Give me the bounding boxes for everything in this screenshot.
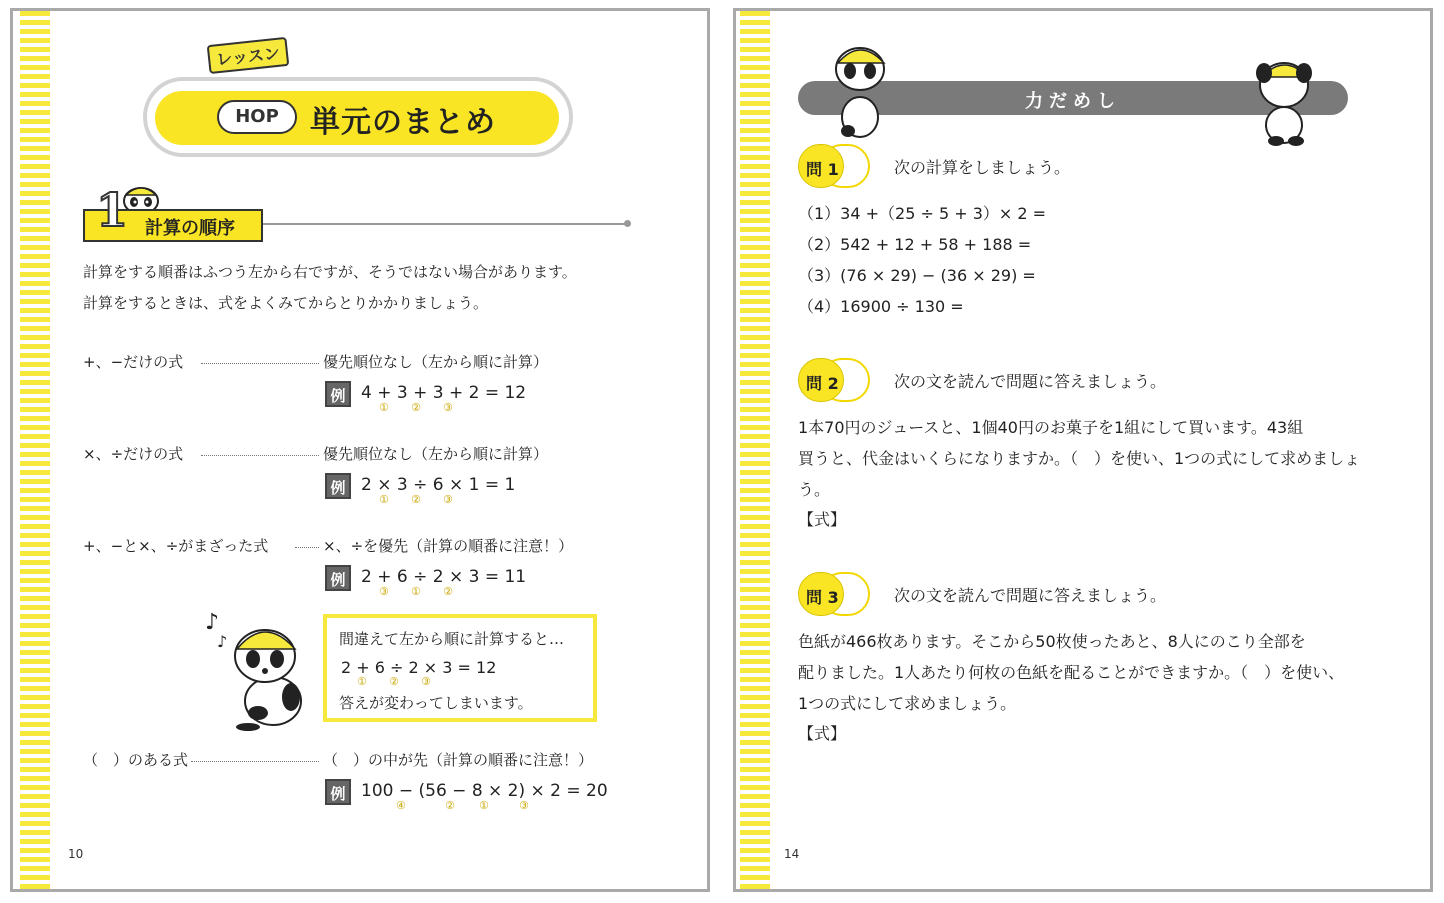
rule-1-rule: 優先順位なし（左から順に計算） xyxy=(323,353,549,371)
question-3-label: 問 3 xyxy=(806,588,839,607)
yellow-stripe-border xyxy=(20,11,50,889)
question-2-line-3: う。 xyxy=(798,480,831,499)
left-page xyxy=(10,8,710,892)
unit-banner xyxy=(155,91,559,145)
question-2-formula-label: 【式】 xyxy=(798,510,847,529)
question-3-badge xyxy=(798,572,870,616)
question-2-label: 問 2 xyxy=(806,374,839,393)
practice-header-title: 力だめし xyxy=(1025,91,1121,112)
rule-2-example: 2 × 3 ÷ 6 × 1 = 1 xyxy=(361,475,516,495)
rule-4-example-badge: 例 xyxy=(325,779,351,805)
rule-4-mark-2: ② xyxy=(445,799,455,812)
page-number: 10 xyxy=(68,847,84,861)
intro-line-1: 計算をする順番はふつう左から右ですが、そうではない場合があります。 xyxy=(83,263,577,281)
yellow-stripe-border xyxy=(740,11,770,889)
rule-4-example: 100 − (56 − 8 × 2) × 2 = 20 xyxy=(361,781,608,801)
mistake-note-mark-3: ③ xyxy=(421,675,431,688)
rule-1-case: +、−だけの式 xyxy=(83,353,184,371)
section-number: 1 xyxy=(96,183,129,237)
rule-3-example-badge: 例 xyxy=(325,565,351,591)
question-3-line-1: 色紙が466枚あります。そこから50枚使ったあと、8人にのこり全部を xyxy=(798,632,1306,651)
panda-hanging-left-icon xyxy=(828,39,894,139)
right-page xyxy=(733,8,1433,892)
question-2-instruction: 次の文を読んで問題に答えましょう。 xyxy=(894,372,1167,391)
question-2-line-2: 買うと、代金はいくらになりますか。（ ）を使い、1つの式にして求めましょ xyxy=(798,449,1361,468)
mistake-note-expression: 2 + 6 ÷ 2 × 3 = 12 xyxy=(341,658,497,677)
svg-text:♪: ♪ xyxy=(217,632,228,651)
rule-2-leader xyxy=(201,455,319,456)
lesson-tag xyxy=(208,41,303,77)
page-number: 14 xyxy=(784,847,800,861)
question-1-item-1: （1）34 +（25 ÷ 5 + 3）× 2 = xyxy=(798,204,1047,223)
question-3-line-3: 1つの式にして求めましょう。 xyxy=(798,694,1017,713)
question-2-line-1: 1本70円のジュースと、1個40円のお菓子を1組にして買います。43組 xyxy=(798,418,1304,437)
rule-4-mark-4: ③ xyxy=(519,799,529,812)
rule-3-example: 2 + 6 ÷ 2 × 3 = 11 xyxy=(361,567,527,587)
question-3-line-2: 配りました。1人あたり何枚の色紙を配ることができますか。（ ）を使い、 xyxy=(798,663,1345,682)
rule-4-mark-1: ④ xyxy=(396,799,406,812)
question-1-badge xyxy=(798,144,870,188)
section-rule-dot xyxy=(624,220,631,227)
panda-hanging-right-icon xyxy=(1248,49,1320,149)
rule-3-case: +、−と×、÷がまざった式 xyxy=(83,537,269,555)
rule-2-example-badge: 例 xyxy=(325,473,351,499)
intro-line-2: 計算をするときは、式をよくみてからとりかかりましょう。 xyxy=(83,294,489,312)
rule-3-leader xyxy=(295,547,319,548)
rule-2-mark-3: ③ xyxy=(443,493,453,506)
question-2-badge xyxy=(798,358,870,402)
rule-1-mark-1: ① xyxy=(379,401,389,414)
mistake-note-line-3: 答えが変わってしまいます。 xyxy=(339,694,533,712)
unit-title: 単元のまとめ xyxy=(310,105,496,140)
hop-pill: HOP xyxy=(217,100,297,134)
question-1-item-3: （3）(76 × 29) − (36 × 29) = xyxy=(798,266,1036,285)
rule-4-leader xyxy=(191,761,319,762)
svg-text:♪: ♪ xyxy=(205,610,220,635)
question-3-formula-label: 【式】 xyxy=(798,724,847,743)
rule-1-leader xyxy=(201,363,319,364)
mistake-note-mark-2: ② xyxy=(389,675,399,688)
question-1-instruction: 次の計算をしましょう。 xyxy=(894,158,1071,177)
rule-1-example-badge: 例 xyxy=(325,381,351,407)
rule-1-example: 4 + 3 + 3 + 2 = 12 xyxy=(361,383,527,403)
rule-3-rule: ×、÷を優先（計算の順番に注意！） xyxy=(323,537,574,555)
rule-2-mark-1: ① xyxy=(379,493,389,506)
rule-1-mark-3: ③ xyxy=(443,401,453,414)
rule-4-case: （ ）のある式 xyxy=(83,751,189,769)
rule-3-mark-1: ③ xyxy=(379,585,389,598)
question-1-label: 問 1 xyxy=(806,160,839,179)
section-rule-line xyxy=(263,223,628,225)
mistake-note-mark-1: ① xyxy=(357,675,367,688)
rule-2-case: ×、÷だけの式 xyxy=(83,445,184,463)
lesson-tag-label: レッスン xyxy=(207,37,289,74)
question-1-item-4: （4）16900 ÷ 130 = xyxy=(798,297,964,316)
rule-4-mark-3: ① xyxy=(479,799,489,812)
section-title: 計算の順序 xyxy=(145,218,235,239)
mistake-note-box xyxy=(323,614,597,722)
rule-4-rule: （ ）の中が先（計算の順番に注意！） xyxy=(323,751,594,769)
question-3-instruction: 次の文を読んで問題に答えましょう。 xyxy=(894,586,1167,605)
rule-3-mark-3: ② xyxy=(443,585,453,598)
rule-2-rule: 優先順位なし（左から順に計算） xyxy=(323,445,549,463)
rule-2-mark-2: ② xyxy=(411,493,421,506)
rule-1-mark-2: ② xyxy=(411,401,421,414)
mistake-note-line-1: 間違えて左から順に計算すると… xyxy=(339,630,565,648)
rule-3-mark-2: ① xyxy=(411,585,421,598)
singing-panda-icon xyxy=(203,601,323,731)
question-1-item-2: （2）542 + 12 + 58 + 188 = xyxy=(798,235,1032,254)
